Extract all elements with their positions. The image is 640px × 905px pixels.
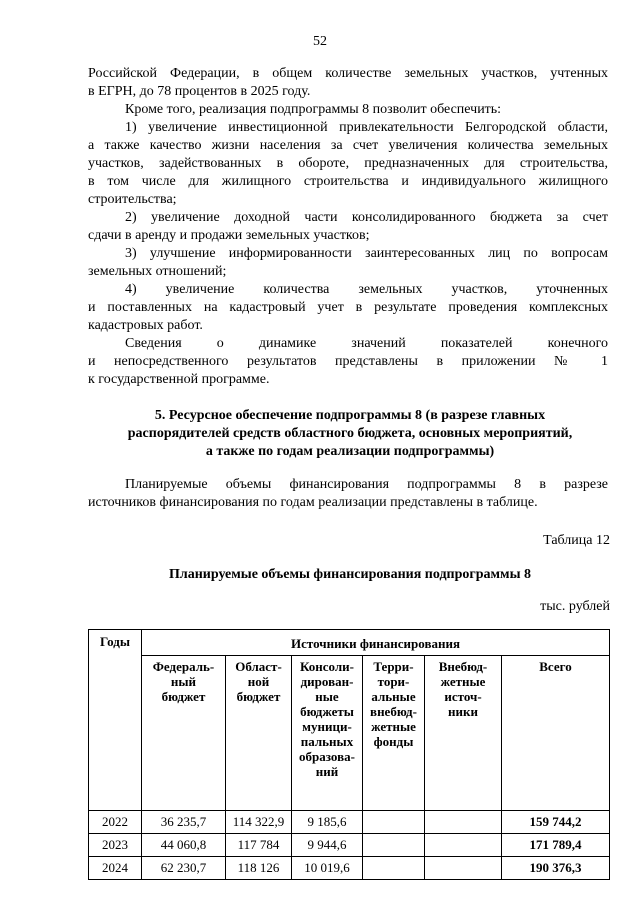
column-header: Всего <box>502 656 610 811</box>
municipal-cell: 9 185,6 <box>292 811 363 834</box>
intro-line: Планируемые объемы финансирования подпрограммы 8 в разрезе <box>125 477 608 492</box>
paragraph-line: в том числе для жилищного строительства и индивидуального жилищного <box>88 174 608 189</box>
municipal-cell: 9 944,6 <box>292 834 363 857</box>
territorial-cell <box>363 857 425 880</box>
paragraph-line: 3) улучшение информированности заинтересованных лиц по вопросам <box>125 246 608 261</box>
intro-line: источников финансирования по годам реализации представлены в таблице. <box>88 495 538 510</box>
federal-cell: 36 235,7 <box>142 811 226 834</box>
sources-header: Источники финансирования <box>142 630 610 656</box>
territorial-cell <box>363 834 425 857</box>
municipal-cell: 10 019,6 <box>292 857 363 880</box>
paragraph-line: а также качество жизни населения за счет увеличения количества земельных <box>88 138 608 153</box>
paragraph-line: 1) увеличение инвестиционной привлекательности Белгородской области, <box>125 120 608 135</box>
table-label: Таблица 12 <box>543 533 610 548</box>
year-cell: 2022 <box>89 811 142 834</box>
paragraph-line: и непосредственного результатов представлены в приложении № 1 <box>88 354 608 369</box>
paragraph-line: строительства; <box>88 192 177 207</box>
paragraph-line: кадастровых работ. <box>88 318 203 333</box>
column-header: Консоли- дирован- ные бюджеты муници- пальных образова- ний <box>292 656 363 811</box>
paragraph-line: сдачи в аренду и продажи земельных участков; <box>88 228 370 243</box>
total-cell: 171 789,4 <box>502 834 610 857</box>
section-heading: распорядителей средств областного бюджета, основных мероприятий, <box>127 426 573 441</box>
federal-cell: 44 060,8 <box>142 834 226 857</box>
paragraph-line: Сведения о динамике значений показателей конечного <box>125 336 608 351</box>
regional-cell: 118 126 <box>226 857 292 880</box>
paragraph-line: Кроме того, реализация подпрограммы 8 позволит обеспечить: <box>125 102 502 117</box>
paragraph-line: 2) увеличение доходной части консолидированного бюджета за счет <box>125 210 608 225</box>
column-header: Терри- тори- альные внебюд- жетные фонды <box>363 656 425 811</box>
column-header: Област- ной бюджет <box>226 656 292 811</box>
table-title: Планируемые объемы финансирования подпрограммы 8 <box>168 567 532 582</box>
paragraph-line: в ЕГРН, до 78 процентов в 2025 году. <box>88 84 311 99</box>
extra-cell <box>425 834 502 857</box>
paragraph-line: и поставленных на кадастровый учет в результате проведения комплексных <box>88 300 608 315</box>
units-label: тыс. рублей <box>540 599 610 614</box>
section-heading: а также по годам реализации подпрограммы) <box>205 444 495 459</box>
territorial-cell <box>363 811 425 834</box>
column-header: Внебюд- жетные источ- ники <box>425 656 502 811</box>
regional-cell: 117 784 <box>226 834 292 857</box>
section-heading: 5. Ресурсное обеспечение подпрограммы 8 (в разрезе главных <box>154 408 546 423</box>
financing-table <box>88 629 610 880</box>
table-row <box>89 811 610 834</box>
year-cell: 2023 <box>89 834 142 857</box>
paragraph-line: 4) увеличение количества земельных участков, уточненных <box>125 282 608 297</box>
total-cell: 159 744,2 <box>502 811 610 834</box>
paragraph-line: участков, задействованных в обороте, предназначенных для строительства, <box>88 156 608 171</box>
extra-cell <box>425 857 502 880</box>
federal-cell: 62 230,7 <box>142 857 226 880</box>
extra-cell <box>425 811 502 834</box>
column-header: Федераль- ный бюджет <box>142 656 226 811</box>
paragraph-line: земельных отношений; <box>88 264 227 279</box>
paragraph-line: Российской Федерации, в общем количестве земельных участков, учтенных <box>88 66 608 81</box>
total-cell: 190 376,3 <box>502 857 610 880</box>
regional-cell: 114 322,9 <box>226 811 292 834</box>
years-header: Годы <box>89 630 142 811</box>
year-cell: 2024 <box>89 857 142 880</box>
paragraph-line: к государственной программе. <box>88 372 270 387</box>
page-number: 52 <box>313 34 327 49</box>
table-row <box>89 857 610 880</box>
table-row <box>89 834 610 857</box>
